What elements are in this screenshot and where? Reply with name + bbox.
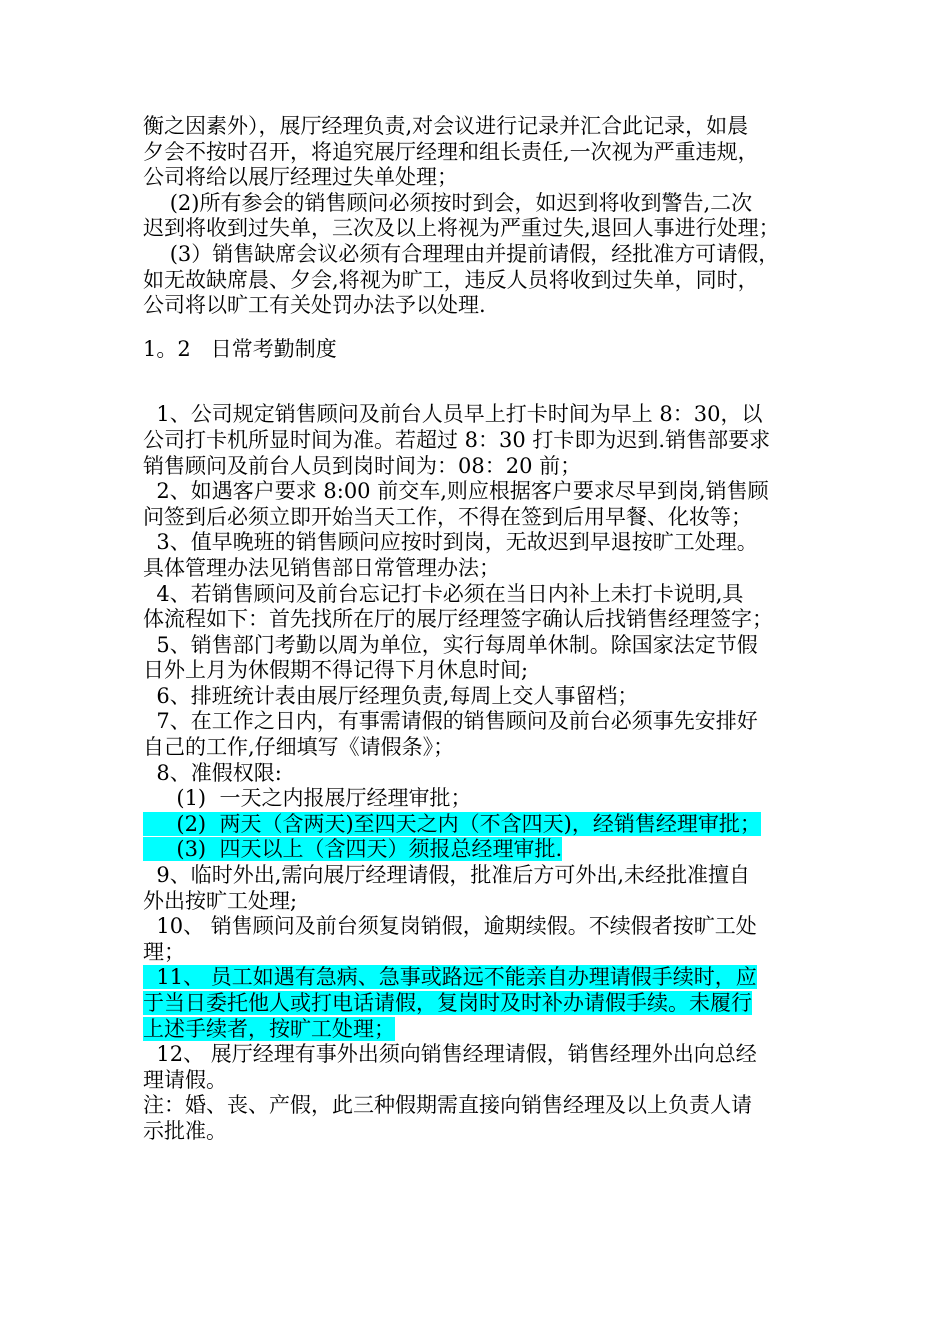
text-line: 9、临时外出,需向展厅经理请假，批准后方可外出,未经批准擅自 [143, 863, 751, 888]
text-line [143, 965, 823, 991]
text-line: 具体管理办法见销售部日常管理办法； [143, 555, 500, 580]
text-line: (2)所有参会的销售顾问必须按时到会，如迟到将收到警告,二次 [143, 190, 753, 215]
highlighted-text: 于当日委托他人或打电话请假，复岗时及时补办请假手续。未履行 [143, 991, 752, 1015]
document-page [143, 114, 823, 1145]
highlighted-text: (2) 两天（含两天)至四天之内（不含四天)，经销售经理审批； [143, 811, 761, 836]
text-line: 12、 展厅经理有事外出须向销售经理请假，销售经理外出向总经 [143, 1042, 757, 1067]
leave-permission-2 [143, 812, 823, 838]
highlighted-text: 11、 员工如遇有急病、急事或路远不能亲自办理请假手续时，应 [143, 965, 757, 990]
text-line: 衡之因素外），展厅经理负责,对会议进行记录并汇合此记录，如晨 [143, 114, 749, 138]
note-line: 注：婚、丧、产假，此三种假期需直接向销售经理及以上负责人请 [143, 1093, 752, 1118]
text-line: 2、如遇客户要求 8:00 前交车,则应根据客户要求尽早到岗,销售顾 [143, 479, 769, 504]
text-line: 公司打卡机所显时间为准。若超过 8：30 打卡即为迟到.销售部要求 [143, 427, 771, 452]
text-line: 如无故缺席晨、夕会,将视为旷工，违反人员将收到过失单，同时， [143, 267, 759, 292]
leave-permission-3 [143, 837, 823, 863]
text-line: 1、公司规定销售顾问及前台人员早上打卡时间为早上 8：30，以 [143, 402, 763, 427]
leave-permission-1: (1) 一天之内报展厅经理审批； [143, 786, 472, 811]
note-line: 示批准。 [143, 1118, 227, 1143]
text-line: 销售顾问及前台人员到岗时间为：08：20 前； [143, 453, 582, 478]
highlighted-text: (3) 四天以上（含四天）须报总经理审批. [143, 837, 563, 862]
text-line [143, 1017, 823, 1043]
text-line: 理请假。 [143, 1067, 227, 1092]
text-line: 夕会不按时召开，将追究展厅经理和组长责任,一次视为严重违规， [143, 139, 759, 164]
text-line: 3、值早晚班的销售顾问应按时到岗，无故迟到早退按旷工处理。 [143, 530, 758, 555]
text-line: 自己的工作,仔细填写《请假条》； [143, 735, 455, 760]
text-line: 公司将给以展厅经理过失单处理； [143, 165, 458, 190]
text-line: 体流程如下：首先找所在厅的展厅经理签字确认后找销售经理签字； [143, 607, 773, 632]
text-line: (3）销售缺席会议必须有合理理由并提前请假，经批准方可请假， [143, 241, 780, 266]
text-line: 5、销售部门考勤以周为单位，实行每周单休制。除国家法定节假 [143, 632, 758, 657]
meeting-rules-paragraph [143, 114, 823, 319]
text-line: 日外上月为休假期不得记得下月休息时间; [143, 658, 529, 683]
text-line: 公司将以旷工有关处罚办法予以处理. [143, 293, 486, 318]
text-line: 外出按旷工处理; [143, 888, 298, 913]
text-line: 问签到后必须立即开始当天工作，不得在签到后用早餐、化妆等； [143, 504, 752, 529]
text-line: 6、排班统计表由展厅经理负责,每周上交人事留档； [143, 683, 639, 708]
text-line: 10、 销售顾问及前台须复岗销假，逾期续假。不续假者按旷工处 [143, 914, 757, 939]
text-line: 理； [143, 939, 185, 964]
text-line: 4、若销售顾问及前台忘记打卡必须在当日内补上未打卡说明,具 [143, 581, 744, 606]
text-line [143, 991, 823, 1017]
section-heading: 1。2 日常考勤制度 [143, 336, 337, 361]
highlighted-text: 上述手续者，按旷工处理； [143, 1016, 395, 1041]
text-line: 8、准假权限: [143, 760, 282, 785]
attendance-rules-list [143, 402, 823, 1144]
text-line: 迟到将收到过失单，三次及以上将视为严重过失,退回人事进行处理； [143, 216, 780, 241]
emergency-leave-item [143, 965, 823, 1042]
text-line: 7、在工作之日内，有事需请假的销售顾问及前台必须事先安排好 [143, 709, 758, 734]
